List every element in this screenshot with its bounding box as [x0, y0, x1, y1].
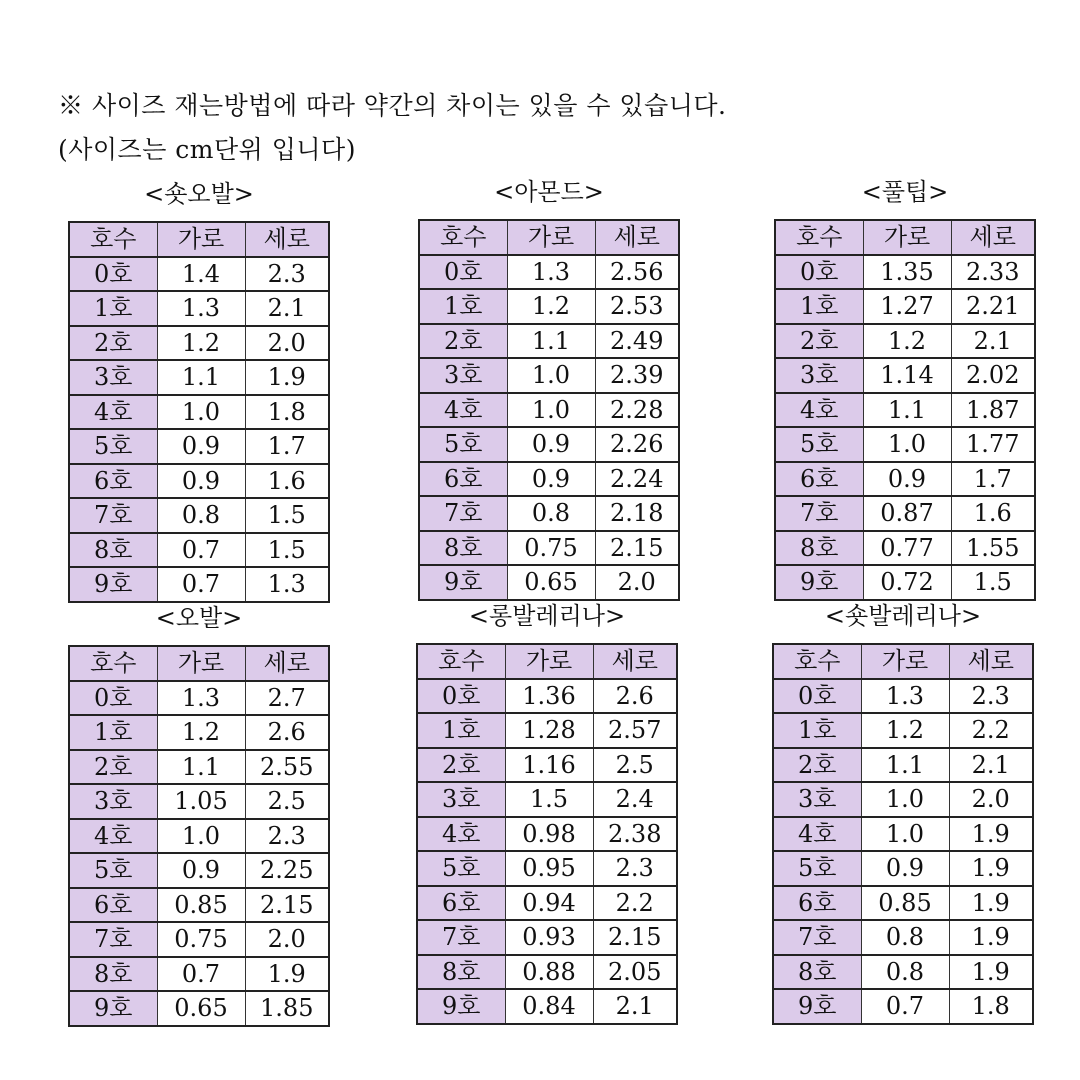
size-table-block: [774, 172, 1036, 601]
length-cell: 2.7: [245, 681, 329, 716]
width-cell: 0.7: [157, 533, 245, 568]
table-row: [417, 817, 677, 852]
size-table-block: [68, 598, 330, 1027]
table-row: [69, 819, 329, 854]
length-cell: 2.38: [593, 817, 677, 852]
length-cell: 2.5: [245, 784, 329, 819]
size-number-cell: 1호: [69, 715, 157, 750]
table-row: [417, 989, 677, 1024]
table-row: [69, 853, 329, 888]
length-cell: 1.5: [951, 565, 1035, 600]
length-cell: 1.87: [951, 393, 1035, 428]
column-header: 가로: [157, 222, 245, 257]
size-number-cell: 3호: [417, 782, 505, 817]
width-cell: 1.2: [157, 326, 245, 361]
size-number-cell: 2호: [773, 748, 861, 783]
length-cell: 2.5: [593, 748, 677, 783]
table-row: [417, 679, 677, 714]
length-cell: 1.9: [949, 851, 1033, 886]
table-row: [773, 920, 1033, 955]
length-cell: 2.26: [595, 427, 679, 462]
length-cell: 2.1: [951, 324, 1035, 359]
size-number-cell: 3호: [419, 358, 507, 393]
length-cell: 1.85: [245, 991, 329, 1026]
table-row: [773, 851, 1033, 886]
table-row: [419, 531, 679, 566]
length-cell: 2.6: [593, 679, 677, 714]
width-cell: 0.9: [157, 853, 245, 888]
column-header: 호수: [775, 220, 863, 255]
width-cell: 0.9: [157, 464, 245, 499]
size-number-cell: 8호: [773, 955, 861, 990]
size-number-cell: 9호: [419, 565, 507, 600]
length-cell: 2.1: [949, 748, 1033, 783]
table-row: [417, 851, 677, 886]
width-cell: 0.72: [863, 565, 951, 600]
table-row: [419, 462, 679, 497]
width-cell: 0.94: [505, 886, 593, 921]
width-cell: 0.84: [505, 989, 593, 1024]
table-row: [417, 955, 677, 990]
length-cell: 1.5: [245, 533, 329, 568]
table-title: <아몬드>: [494, 178, 604, 206]
length-cell: 2.39: [595, 358, 679, 393]
size-number-cell: 8호: [69, 957, 157, 992]
length-cell: 2.2: [593, 886, 677, 921]
length-cell: 2.05: [593, 955, 677, 990]
column-header: 세로: [245, 646, 329, 681]
size-number-cell: 6호: [69, 888, 157, 923]
width-cell: 0.65: [157, 991, 245, 1026]
table-title: <숏오발>: [144, 180, 254, 208]
size-table-block: [418, 172, 680, 601]
width-cell: 0.77: [863, 531, 951, 566]
width-cell: 0.8: [861, 955, 949, 990]
length-cell: 2.1: [245, 291, 329, 326]
length-cell: 1.3: [245, 567, 329, 602]
size-number-cell: 8호: [419, 531, 507, 566]
size-number-cell: 5호: [419, 427, 507, 462]
width-cell: 1.1: [157, 360, 245, 395]
width-cell: 1.0: [863, 427, 951, 462]
table-row: [775, 324, 1035, 359]
width-cell: 1.4: [157, 257, 245, 292]
length-cell: 2.3: [245, 257, 329, 292]
width-cell: 1.1: [157, 750, 245, 785]
size-number-cell: 4호: [69, 819, 157, 854]
size-number-cell: 5호: [417, 851, 505, 886]
width-cell: 0.7: [861, 989, 949, 1024]
width-cell: 0.87: [863, 496, 951, 531]
size-number-cell: 8호: [417, 955, 505, 990]
width-cell: 0.75: [507, 531, 595, 566]
size-number-cell: 8호: [775, 531, 863, 566]
width-cell: 0.98: [505, 817, 593, 852]
length-cell: 1.6: [245, 464, 329, 499]
width-cell: 1.16: [505, 748, 593, 783]
table-title: <오발>: [155, 604, 243, 632]
table-row: [773, 989, 1033, 1024]
size-table: [418, 219, 680, 601]
table-row: [773, 748, 1033, 783]
size-number-cell: 2호: [775, 324, 863, 359]
table-row: [775, 358, 1035, 393]
table-title: <롱발레리나>: [468, 602, 626, 630]
size-number-cell: 2호: [417, 748, 505, 783]
length-cell: 1.9: [245, 360, 329, 395]
table-row: [775, 531, 1035, 566]
table-row: [419, 358, 679, 393]
width-cell: 0.65: [507, 565, 595, 600]
width-cell: 0.9: [507, 462, 595, 497]
table-row: [419, 427, 679, 462]
table-row: [775, 462, 1035, 497]
size-number-cell: 0호: [69, 257, 157, 292]
length-cell: 1.9: [949, 817, 1033, 852]
width-cell: 1.1: [863, 393, 951, 428]
length-cell: 2.33: [951, 255, 1035, 290]
size-number-cell: 3호: [69, 360, 157, 395]
size-table: [774, 219, 1036, 601]
width-cell: 1.0: [157, 395, 245, 430]
length-cell: 2.4: [593, 782, 677, 817]
table-row: [69, 922, 329, 957]
width-cell: 1.2: [863, 324, 951, 359]
length-cell: 1.9: [949, 920, 1033, 955]
width-cell: 1.35: [863, 255, 951, 290]
column-header: 호수: [69, 646, 157, 681]
column-header: 가로: [505, 644, 593, 679]
size-number-cell: 6호: [773, 886, 861, 921]
unit-note: (사이즈는 cm단위 입니다): [58, 135, 356, 164]
width-cell: 0.8: [157, 498, 245, 533]
table-row: [773, 679, 1033, 714]
size-number-cell: 3호: [773, 782, 861, 817]
table-row: [69, 395, 329, 430]
size-number-cell: 0호: [773, 679, 861, 714]
width-cell: 1.2: [507, 289, 595, 324]
size-number-cell: 1호: [773, 713, 861, 748]
table-row: [69, 957, 329, 992]
length-cell: 2.6: [245, 715, 329, 750]
size-number-cell: 1호: [419, 289, 507, 324]
column-header: 세로: [245, 222, 329, 257]
width-cell: 1.36: [505, 679, 593, 714]
length-cell: 2.55: [245, 750, 329, 785]
table-row: [417, 886, 677, 921]
size-number-cell: 9호: [69, 567, 157, 602]
size-number-cell: 5호: [69, 853, 157, 888]
header-row: [417, 644, 677, 679]
length-cell: 1.7: [951, 462, 1035, 497]
table-row: [775, 427, 1035, 462]
width-cell: 1.28: [505, 713, 593, 748]
column-header: 호수: [417, 644, 505, 679]
size-number-cell: 6호: [69, 464, 157, 499]
table-row: [69, 784, 329, 819]
table-row: [69, 888, 329, 923]
length-cell: 2.15: [593, 920, 677, 955]
table-row: [419, 255, 679, 290]
width-cell: 1.0: [861, 782, 949, 817]
table-row: [773, 955, 1033, 990]
table-row: [417, 748, 677, 783]
size-number-cell: 0호: [417, 679, 505, 714]
size-table-block: [416, 596, 678, 1025]
size-table-block: [68, 174, 330, 603]
size-number-cell: 2호: [419, 324, 507, 359]
table-row: [419, 393, 679, 428]
size-table-block: [772, 596, 1034, 1025]
width-cell: 1.2: [157, 715, 245, 750]
column-header: 세로: [949, 644, 1033, 679]
width-cell: 1.0: [507, 393, 595, 428]
length-cell: 1.77: [951, 427, 1035, 462]
size-number-cell: 9호: [417, 989, 505, 1024]
table-row: [419, 289, 679, 324]
width-cell: 0.9: [157, 429, 245, 464]
column-header: 호수: [419, 220, 507, 255]
column-header: 세로: [595, 220, 679, 255]
width-cell: 0.7: [157, 567, 245, 602]
column-header: 가로: [861, 644, 949, 679]
size-number-cell: 1호: [417, 713, 505, 748]
length-cell: 2.15: [595, 531, 679, 566]
length-cell: 2.0: [245, 326, 329, 361]
header-row: [419, 220, 679, 255]
width-cell: 1.2: [861, 713, 949, 748]
size-number-cell: 4호: [775, 393, 863, 428]
size-number-cell: 7호: [419, 496, 507, 531]
size-number-cell: 5호: [773, 851, 861, 886]
length-cell: 2.3: [245, 819, 329, 854]
size-number-cell: 6호: [417, 886, 505, 921]
column-header: 가로: [507, 220, 595, 255]
column-header: 호수: [69, 222, 157, 257]
table-row: [69, 681, 329, 716]
table-row: [417, 920, 677, 955]
size-number-cell: 6호: [419, 462, 507, 497]
size-number-cell: 0호: [419, 255, 507, 290]
size-number-cell: 0호: [775, 255, 863, 290]
size-number-cell: 3호: [775, 358, 863, 393]
table-row: [69, 257, 329, 292]
column-header: 가로: [157, 646, 245, 681]
table-title: <숏발레리나>: [824, 602, 982, 630]
table-row: [69, 533, 329, 568]
length-cell: 1.7: [245, 429, 329, 464]
length-cell: 1.5: [245, 498, 329, 533]
table-row: [775, 565, 1035, 600]
table-row: [773, 886, 1033, 921]
table-row: [773, 782, 1033, 817]
size-table: [68, 221, 330, 603]
table-row: [419, 496, 679, 531]
size-number-cell: 5호: [775, 427, 863, 462]
table-row: [419, 565, 679, 600]
length-cell: 2.1: [593, 989, 677, 1024]
size-number-cell: 7호: [69, 922, 157, 957]
width-cell: 1.3: [157, 291, 245, 326]
size-number-cell: 7호: [775, 496, 863, 531]
width-cell: 0.9: [863, 462, 951, 497]
size-number-cell: 4호: [773, 817, 861, 852]
table-row: [773, 817, 1033, 852]
length-cell: 2.15: [245, 888, 329, 923]
column-header: 세로: [593, 644, 677, 679]
width-cell: 1.0: [157, 819, 245, 854]
length-cell: 2.28: [595, 393, 679, 428]
size-number-cell: 9호: [773, 989, 861, 1024]
header-row: [773, 644, 1033, 679]
length-cell: 1.8: [949, 989, 1033, 1024]
size-number-cell: 5호: [69, 429, 157, 464]
size-number-cell: 2호: [69, 750, 157, 785]
table-row: [69, 326, 329, 361]
table-row: [69, 991, 329, 1026]
length-cell: 1.8: [245, 395, 329, 430]
width-cell: 0.85: [861, 886, 949, 921]
length-cell: 1.9: [949, 886, 1033, 921]
column-header: 세로: [951, 220, 1035, 255]
header-row: [69, 646, 329, 681]
width-cell: 1.27: [863, 289, 951, 324]
table-row: [69, 360, 329, 395]
size-number-cell: 9호: [775, 565, 863, 600]
table-row: [775, 393, 1035, 428]
length-cell: 2.57: [593, 713, 677, 748]
table-row: [775, 255, 1035, 290]
table-title: <풀팁>: [861, 178, 949, 206]
table-row: [69, 750, 329, 785]
length-cell: 2.0: [949, 782, 1033, 817]
width-cell: 1.0: [861, 817, 949, 852]
size-table: [416, 643, 678, 1025]
size-number-cell: 6호: [775, 462, 863, 497]
length-cell: 2.02: [951, 358, 1035, 393]
length-cell: 2.18: [595, 496, 679, 531]
table-row: [417, 713, 677, 748]
length-cell: 1.55: [951, 531, 1035, 566]
size-number-cell: 4호: [69, 395, 157, 430]
width-cell: 1.3: [507, 255, 595, 290]
column-header: 가로: [863, 220, 951, 255]
width-cell: 1.3: [157, 681, 245, 716]
width-cell: 0.8: [507, 496, 595, 531]
width-cell: 0.7: [157, 957, 245, 992]
header-row: [69, 222, 329, 257]
size-number-cell: 7호: [417, 920, 505, 955]
size-number-cell: 1호: [69, 291, 157, 326]
width-cell: 0.88: [505, 955, 593, 990]
size-number-cell: 4호: [419, 393, 507, 428]
width-cell: 1.5: [505, 782, 593, 817]
table-row: [69, 291, 329, 326]
size-table: [772, 643, 1034, 1025]
width-cell: 0.85: [157, 888, 245, 923]
size-number-cell: 3호: [69, 784, 157, 819]
length-cell: 2.25: [245, 853, 329, 888]
table-row: [773, 713, 1033, 748]
length-cell: 1.9: [245, 957, 329, 992]
width-cell: 1.1: [507, 324, 595, 359]
size-number-cell: 2호: [69, 326, 157, 361]
header-row: [775, 220, 1035, 255]
width-cell: 1.14: [863, 358, 951, 393]
size-number-cell: 0호: [69, 681, 157, 716]
length-cell: 2.49: [595, 324, 679, 359]
table-row: [69, 429, 329, 464]
table-row: [775, 289, 1035, 324]
size-number-cell: 9호: [69, 991, 157, 1026]
table-row: [775, 496, 1035, 531]
table-row: [69, 567, 329, 602]
length-cell: 2.24: [595, 462, 679, 497]
length-cell: 2.21: [951, 289, 1035, 324]
width-cell: 0.93: [505, 920, 593, 955]
width-cell: 1.3: [861, 679, 949, 714]
width-cell: 0.95: [505, 851, 593, 886]
size-number-cell: 4호: [417, 817, 505, 852]
width-cell: 0.8: [861, 920, 949, 955]
length-cell: 2.0: [595, 565, 679, 600]
size-number-cell: 7호: [773, 920, 861, 955]
length-cell: 1.9: [949, 955, 1033, 990]
length-cell: 2.53: [595, 289, 679, 324]
table-row: [419, 324, 679, 359]
width-cell: 0.75: [157, 922, 245, 957]
length-cell: 2.2: [949, 713, 1033, 748]
length-cell: 2.56: [595, 255, 679, 290]
length-cell: 2.0: [245, 922, 329, 957]
table-row: [69, 464, 329, 499]
width-cell: 1.05: [157, 784, 245, 819]
size-number-cell: 1호: [775, 289, 863, 324]
table-row: [417, 782, 677, 817]
width-cell: 1.1: [861, 748, 949, 783]
width-cell: 1.0: [507, 358, 595, 393]
table-row: [69, 498, 329, 533]
length-cell: 1.6: [951, 496, 1035, 531]
width-cell: 0.9: [507, 427, 595, 462]
size-number-cell: 8호: [69, 533, 157, 568]
notice-text: ※ 사이즈 재는방법에 따라 약간의 차이는 있을 수 있습니다.: [58, 91, 727, 120]
length-cell: 2.3: [949, 679, 1033, 714]
size-number-cell: 7호: [69, 498, 157, 533]
length-cell: 2.3: [593, 851, 677, 886]
column-header: 호수: [773, 644, 861, 679]
table-row: [69, 715, 329, 750]
width-cell: 0.9: [861, 851, 949, 886]
size-table: [68, 645, 330, 1027]
